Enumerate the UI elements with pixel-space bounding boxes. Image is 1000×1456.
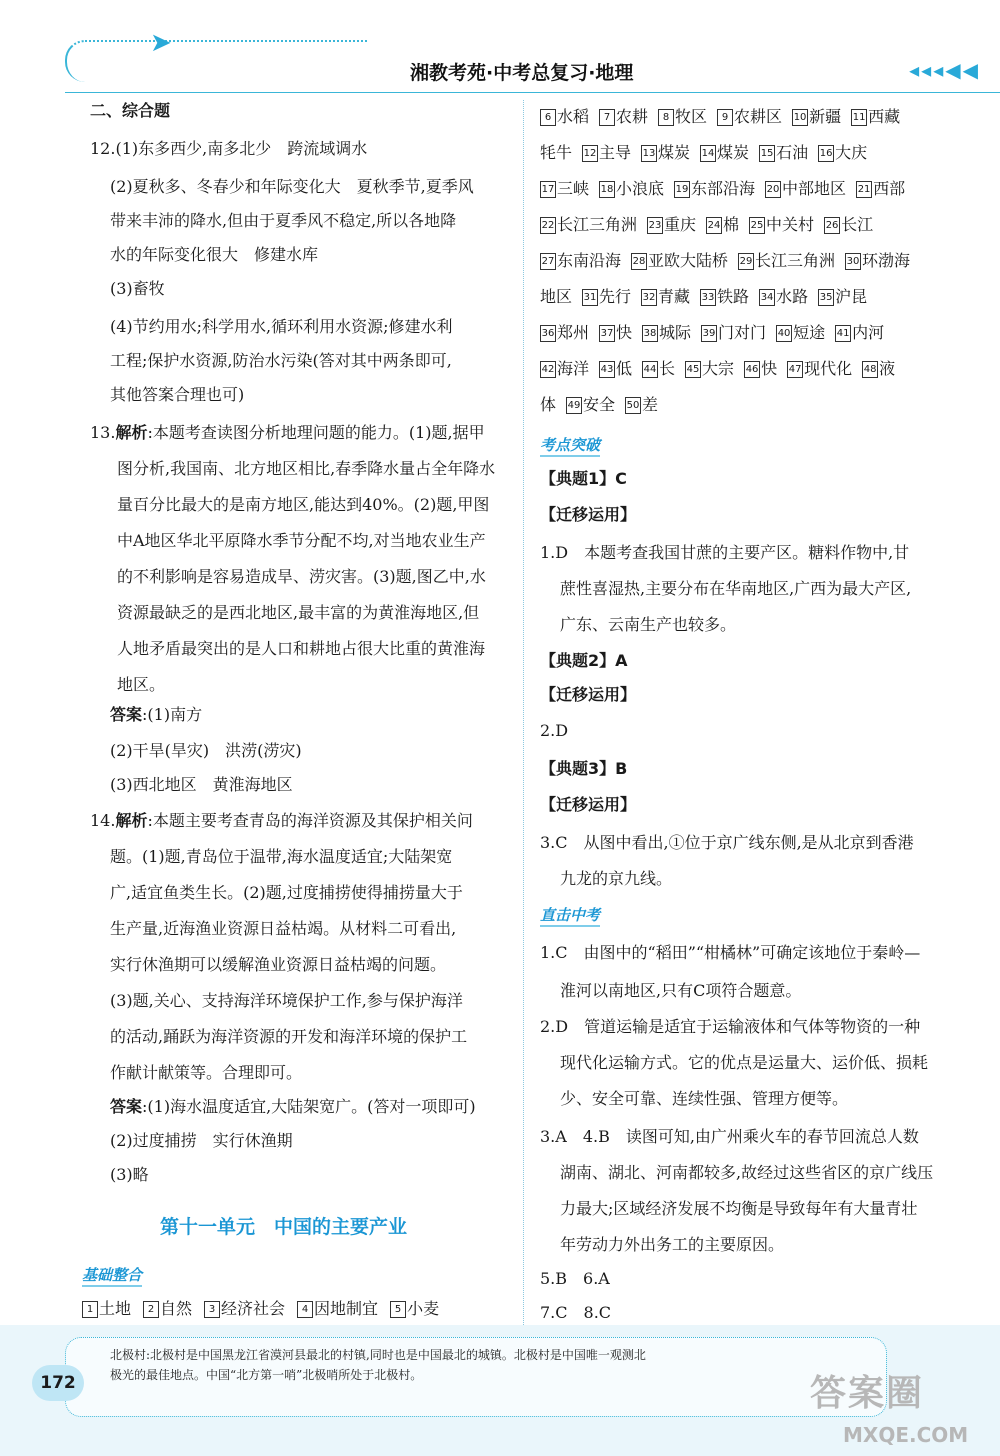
q14-text: :本题主要考查青岛的海洋资源及其保护相关问	[147, 811, 473, 830]
fill-blank-item	[599, 179, 664, 198]
number-box: 47	[787, 361, 803, 378]
fill-blank-text: 水稻	[557, 107, 590, 126]
number-box: 34	[759, 289, 775, 306]
fill-blank-item	[744, 359, 777, 378]
fill-blank-row	[540, 394, 668, 416]
fill-blank-text: 中关村	[766, 215, 815, 234]
fill-blank-text: 铁路	[717, 287, 750, 306]
section-heading: 二、综合题	[90, 101, 171, 120]
answer-line: 现代化运输方式。它的优点是运量大、运价低、损耗	[560, 1053, 929, 1072]
fill-blank-text: 小麦	[407, 1299, 440, 1318]
fill-blank-text: 中部地区	[782, 179, 847, 198]
fill-blank-text: 经济社会	[221, 1299, 286, 1318]
q13-line: 地区。	[117, 675, 166, 694]
fill-blank-item	[862, 359, 895, 378]
fill-blank-item	[824, 215, 873, 234]
fill-blank-item	[540, 323, 589, 342]
fill-blank-text: 长	[659, 359, 676, 378]
q14-line: 实行休渔期可以缓解渔业资源日益枯竭的问题。	[110, 955, 447, 974]
number-box: 10	[792, 109, 808, 126]
number-box: 29	[738, 253, 754, 270]
fill-blank-text: 重庆	[664, 215, 697, 234]
number-box: 9	[717, 109, 733, 126]
fill-blank-item	[765, 179, 846, 198]
q13-answer-line: (3)西北地区 黄淮海地区	[110, 775, 293, 794]
unit-title: 第十一单元 中国的主要产业	[160, 1216, 408, 1238]
fill-blank-text: 新疆	[809, 107, 842, 126]
fill-blank-item	[818, 287, 867, 306]
fill-blank-item	[599, 359, 632, 378]
fill-blank-text: 地区	[540, 287, 573, 306]
answer-label: 答案	[110, 705, 143, 724]
fill-blank-text: 低	[616, 359, 633, 378]
answer-line: 力最大;区域经济发展不均衡是导致每年有大量青壮	[560, 1199, 918, 1218]
number-box: 50	[625, 397, 641, 414]
q13-text: :本题考查读图分析地理问题的能力。(1)题,据甲	[147, 423, 485, 442]
fill-blank-item	[856, 179, 905, 198]
fill-blank-item	[540, 107, 589, 126]
number-box: 36	[540, 325, 556, 342]
fill-blank-text: 长江	[841, 215, 874, 234]
answer-line: 年劳动力外出务工的主要原因。	[560, 1235, 785, 1254]
answer-line: 淮河以南地区,只有C项符合题意。	[560, 981, 802, 1000]
fill-blank-text: 煤炭	[658, 143, 691, 162]
number-box: 45	[685, 361, 701, 378]
number-box: 30	[845, 253, 861, 270]
q13-line: 资源最缺乏的是西北地区,最丰富的为黄淮海地区,但	[117, 603, 480, 622]
page-footer	[0, 1325, 1000, 1456]
number-box: 11	[851, 109, 867, 126]
fill-blank-row	[540, 286, 877, 308]
fill-blank-item	[540, 179, 589, 198]
analysis-label: 解析	[115, 423, 148, 442]
q14-line: 作献计献策等。合理即可。	[110, 1063, 303, 1082]
number-box: 28	[631, 253, 647, 270]
fill-blank-text: 亚欧大陆桥	[648, 251, 729, 270]
fill-blank-item	[674, 179, 755, 198]
fill-blank-item	[851, 107, 900, 126]
number-box: 13	[641, 145, 657, 162]
number-box: 16	[818, 145, 834, 162]
q13-line: 的不利影响是容易造成旱、涝灾害。(3)题,图乙中,水	[117, 567, 486, 586]
fill-blank-item	[706, 215, 739, 234]
fill-blank-row	[82, 1298, 451, 1320]
fill-blank-text: 西部	[873, 179, 906, 198]
column-divider	[523, 100, 524, 1325]
fill-blank-text: 门对门	[718, 323, 767, 342]
fill-blank-row	[540, 250, 920, 272]
fill-blank-text: 海洋	[557, 359, 590, 378]
fill-blank-text: 东南沿海	[557, 251, 622, 270]
number-box: 26	[824, 217, 840, 234]
fill-blank-text: 快	[761, 359, 778, 378]
fill-blank-item	[540, 251, 621, 270]
fill-blank-text: 农耕	[616, 107, 649, 126]
fill-blank-item	[792, 107, 841, 126]
fill-blank-item	[582, 287, 631, 306]
example-question: 【典题2】A	[540, 651, 628, 670]
q12-line: (2)夏秋多、冬春少和年际变化大 夏秋季节,夏季风	[110, 177, 474, 196]
number-box: 38	[642, 325, 658, 342]
fill-blank-item	[540, 395, 556, 414]
answer-line: 蔗性喜湿热,主要分布在华南地区,广西为最大产区,	[560, 579, 912, 598]
fill-blank-text: 内河	[852, 323, 885, 342]
number-box: 7	[599, 109, 615, 126]
example-question: 【典题1】C	[540, 469, 627, 488]
arrow-right-icon: ➤	[150, 28, 172, 58]
section-tag-jichu: 基础整合	[82, 1264, 142, 1287]
fill-blank-text: 差	[642, 395, 659, 414]
fill-blank-item	[701, 323, 766, 342]
answer-line: 九龙的京九线。	[560, 869, 673, 888]
number-box: 22	[540, 217, 556, 234]
number-box: 23	[647, 217, 663, 234]
fill-blank-text: 青藏	[658, 287, 691, 306]
fill-blank-text: 因地制宜	[314, 1299, 379, 1318]
fill-blank-item	[631, 251, 728, 270]
fill-blank-text: 东部沿海	[691, 179, 756, 198]
watermark-url: MXQE.COM	[843, 1423, 969, 1447]
fill-blank-item	[787, 359, 852, 378]
number-box: 33	[700, 289, 716, 306]
fill-blank-item	[599, 107, 648, 126]
number-box: 3	[204, 1301, 220, 1318]
fill-blank-item	[540, 287, 572, 306]
number-box: 43	[599, 361, 615, 378]
number-box: 14	[700, 145, 716, 162]
number-box: 20	[765, 181, 781, 198]
answer-line: 少、安全可靠、连续性强、管理方便等。	[560, 1089, 849, 1108]
number-box: 2	[143, 1301, 159, 1318]
transfer-heading: 【迁移运用】	[540, 505, 637, 524]
fill-blank-row	[540, 106, 910, 128]
fill-blank-text: 大庆	[835, 143, 868, 162]
fill-blank-text: 先行	[599, 287, 632, 306]
q13-line: 中A地区华北平原降水季节分配不均,对当地农业生产	[117, 531, 486, 550]
number-box: 17	[540, 181, 556, 198]
q13-number: 13.	[90, 423, 116, 442]
fill-blank-row	[540, 358, 905, 380]
answer-line: 7.C 8.C	[540, 1303, 612, 1322]
fill-blank-text: 土地	[99, 1299, 132, 1318]
number-box: 4	[297, 1301, 313, 1318]
q14-line: (3)题,关心、支持海洋环境保护工作,参与保护海洋	[110, 991, 463, 1010]
fill-blank-text: 安全	[583, 395, 616, 414]
answer-line: 湖南、湖北、河南都较多,故经过这些省区的京广线压	[560, 1163, 934, 1182]
fill-blank-row	[540, 322, 894, 344]
fill-blank-item	[641, 143, 690, 162]
answer-line: 5.B 6.A	[540, 1269, 610, 1288]
number-box: 12	[582, 145, 598, 162]
q13-analysis	[90, 422, 485, 444]
q14-answer-line: (2)过度捕捞 实行休渔期	[110, 1131, 293, 1150]
q12-line: 工程;保护水资源,防治水污染(答对其中两条即可,	[110, 351, 452, 370]
q14-number: 14.	[90, 811, 116, 830]
fill-blank-item	[599, 323, 632, 342]
q12-line: (3)畜牧	[110, 279, 165, 298]
arrows-left-icon: ◂◂◂◀◀	[909, 58, 980, 82]
fill-blank-text: 主导	[599, 143, 632, 162]
number-box: 19	[674, 181, 690, 198]
number-box: 49	[566, 397, 582, 414]
section-tag-zhiji: 直击中考	[540, 904, 600, 927]
answer-line: 广东、云南生产也较多。	[560, 615, 737, 634]
q12-line: 其他答案合理也可)	[110, 385, 245, 404]
example-question: 【典题3】B	[540, 759, 628, 778]
fill-blank-text: 小浪底	[616, 179, 665, 198]
transfer-heading: 【迁移运用】	[540, 685, 637, 704]
fill-blank-item	[540, 359, 589, 378]
number-box: 40	[776, 325, 792, 342]
number-box: 1	[82, 1301, 98, 1318]
answer-line: 3.A 4.B 读图可知,由广州乘火车的春节回流总人数	[540, 1127, 919, 1146]
fill-blank-item	[82, 1299, 131, 1318]
fill-blank-text: 短途	[793, 323, 826, 342]
number-box: 5	[390, 1301, 406, 1318]
fill-blank-item	[700, 287, 749, 306]
number-box: 44	[642, 361, 658, 378]
answer-line: 2.D	[540, 721, 569, 740]
fill-blank-item	[776, 323, 825, 342]
fill-blank-item	[540, 143, 572, 162]
number-box: 35	[818, 289, 834, 306]
transfer-heading: 【迁移运用】	[540, 795, 637, 814]
footnote-line: 北极村:北极村是中国黑龙江省漠河县最北的村镇,同时也是中国最北的城镇。北极村是中国唯一观测北	[110, 1348, 646, 1362]
number-box: 39	[701, 325, 717, 342]
q13-line: 人地矛盾最突出的是人口和耕地占很大比重的黄淮海	[117, 639, 486, 658]
number-box: 42	[540, 361, 556, 378]
header-decoration	[65, 40, 367, 82]
number-box: 21	[856, 181, 872, 198]
fill-blank-item	[641, 287, 690, 306]
fill-blank-text: 长江三角洲	[557, 215, 638, 234]
fill-blank-item	[835, 323, 884, 342]
q12-line: 带来丰沛的降水,但由于夏季风不稳定,所以各地降	[110, 211, 457, 230]
fill-blank-text: 自然	[160, 1299, 193, 1318]
fill-blank-row	[540, 178, 915, 200]
fill-blank-item	[658, 107, 707, 126]
q14-line: 题。(1)题,青岛位于温带,海水温度适宜;大陆架宽	[110, 847, 453, 866]
fill-blank-item	[625, 395, 658, 414]
fill-blank-item	[642, 359, 675, 378]
number-box: 6	[540, 109, 556, 126]
number-box: 31	[582, 289, 598, 306]
footnote-line: 极光的最佳地点。中国“北方第一哨”北极哨所处于北极村。	[110, 1368, 423, 1382]
q14-line: 的活动,踊跃为海洋资源的开发和海洋环境的保护工	[110, 1027, 468, 1046]
number-box: 46	[744, 361, 760, 378]
fill-blank-item	[390, 1299, 439, 1318]
fill-blank-item	[204, 1299, 285, 1318]
page-header	[0, 0, 1000, 100]
fill-blank-text: 液	[879, 359, 896, 378]
fill-blank-item	[582, 143, 631, 162]
fill-blank-text: 城际	[659, 323, 692, 342]
number-box: 27	[540, 253, 556, 270]
fill-blank-text: 棉	[723, 215, 740, 234]
fill-blank-item	[845, 251, 910, 270]
answer-text: :(1)南方	[142, 705, 203, 724]
fill-blank-item	[647, 215, 696, 234]
q12-line: (4)节约用水;科学用水,循环利用水资源;修建水利	[110, 317, 453, 336]
fill-blank-item	[749, 215, 814, 234]
fill-blank-item	[759, 143, 808, 162]
fill-blank-text: 环渤海	[862, 251, 911, 270]
number-box: 41	[835, 325, 851, 342]
number-box: 15	[759, 145, 775, 162]
answer-line: 3.C 从图中看出,①位于京广线东侧,是从北京到香港	[540, 833, 914, 852]
fill-blank-text: 水路	[776, 287, 809, 306]
fill-blank-item	[540, 215, 637, 234]
fill-blank-text: 石油	[776, 143, 809, 162]
q12-line: 12.(1)东多西少,南多北少 跨流域调水	[90, 139, 368, 158]
section-tag-kaodian: 考点突破	[540, 434, 600, 457]
q14-analysis	[90, 810, 473, 832]
header-rule	[65, 92, 1000, 93]
fill-blank-item	[566, 395, 615, 414]
fill-blank-text: 快	[616, 323, 633, 342]
fill-blank-text: 煤炭	[717, 143, 750, 162]
number-box: 25	[749, 217, 765, 234]
page-number: 172	[32, 1365, 84, 1401]
fill-blank-text: 西藏	[868, 107, 901, 126]
number-box: 32	[641, 289, 657, 306]
footnote	[110, 1345, 870, 1385]
fill-blank-text: 牦牛	[540, 143, 573, 162]
q13-answer-line: (2)干旱(旱灾) 洪涝(涝灾)	[110, 741, 302, 760]
fill-blank-text: 郑州	[557, 323, 590, 342]
q14-answer	[110, 1096, 476, 1118]
fill-blank-text: 农耕区	[734, 107, 783, 126]
fill-blank-item	[818, 143, 867, 162]
fill-blank-item	[717, 107, 782, 126]
q13-line: 量百分比最大的是南方地区,能达到40%。(2)题,甲图	[117, 495, 490, 514]
fill-blank-text: 牧区	[675, 107, 708, 126]
fill-blank-text: 大宗	[702, 359, 735, 378]
analysis-label: 解析	[115, 811, 148, 830]
watermark-logo: 答案圈	[810, 1373, 925, 1414]
answer-text: :(1)海水温度适宜,大陆架宽广。(答对一项即可)	[142, 1097, 476, 1116]
fill-blank-item	[700, 143, 749, 162]
fill-blank-text: 三峡	[557, 179, 590, 198]
fill-blank-row	[540, 142, 877, 164]
fill-blank-text: 沪昆	[835, 287, 868, 306]
number-box: 37	[599, 325, 615, 342]
answer-label: 答案	[110, 1097, 143, 1116]
book-title: 湘教考苑·中考总复习·地理	[410, 62, 634, 84]
fill-blank-item	[143, 1299, 192, 1318]
q13-line: 图分析,我国南、北方地区相比,春季降水量占全年降水	[117, 459, 496, 478]
number-box: 48	[862, 361, 878, 378]
fill-blank-item	[759, 287, 808, 306]
fill-blank-item	[685, 359, 734, 378]
fill-blank-text: 现代化	[804, 359, 853, 378]
q13-answer	[110, 704, 202, 726]
q14-answer-line: (3)略	[110, 1165, 149, 1184]
fill-blank-item	[738, 251, 835, 270]
answer-line: 1.C 由图中的“稻田”“柑橘林”可确定该地位于秦岭—	[540, 943, 921, 962]
fill-blank-item	[297, 1299, 378, 1318]
fill-blank-text: 长江三角洲	[755, 251, 836, 270]
fill-blank-row	[540, 214, 883, 236]
number-box: 18	[599, 181, 615, 198]
fill-blank-text: 体	[540, 395, 557, 414]
q14-line: 生产量,近海渔业资源日益枯竭。从材料二可看出,	[110, 919, 457, 938]
q14-line: 广,适宜鱼类生长。(2)题,过度捕捞使得捕捞量大于	[110, 883, 463, 902]
q12-line: 水的年际变化很大 修建水库	[110, 245, 319, 264]
fill-blank-item	[642, 323, 691, 342]
answer-line: 2.D 管道运输是适宜于运输液体和气体等物资的一种	[540, 1017, 921, 1036]
number-box: 24	[706, 217, 722, 234]
number-box: 8	[658, 109, 674, 126]
answer-line: 1.D 本题考查我国甘蔗的主要产区。糖料作物中,甘	[540, 543, 910, 562]
